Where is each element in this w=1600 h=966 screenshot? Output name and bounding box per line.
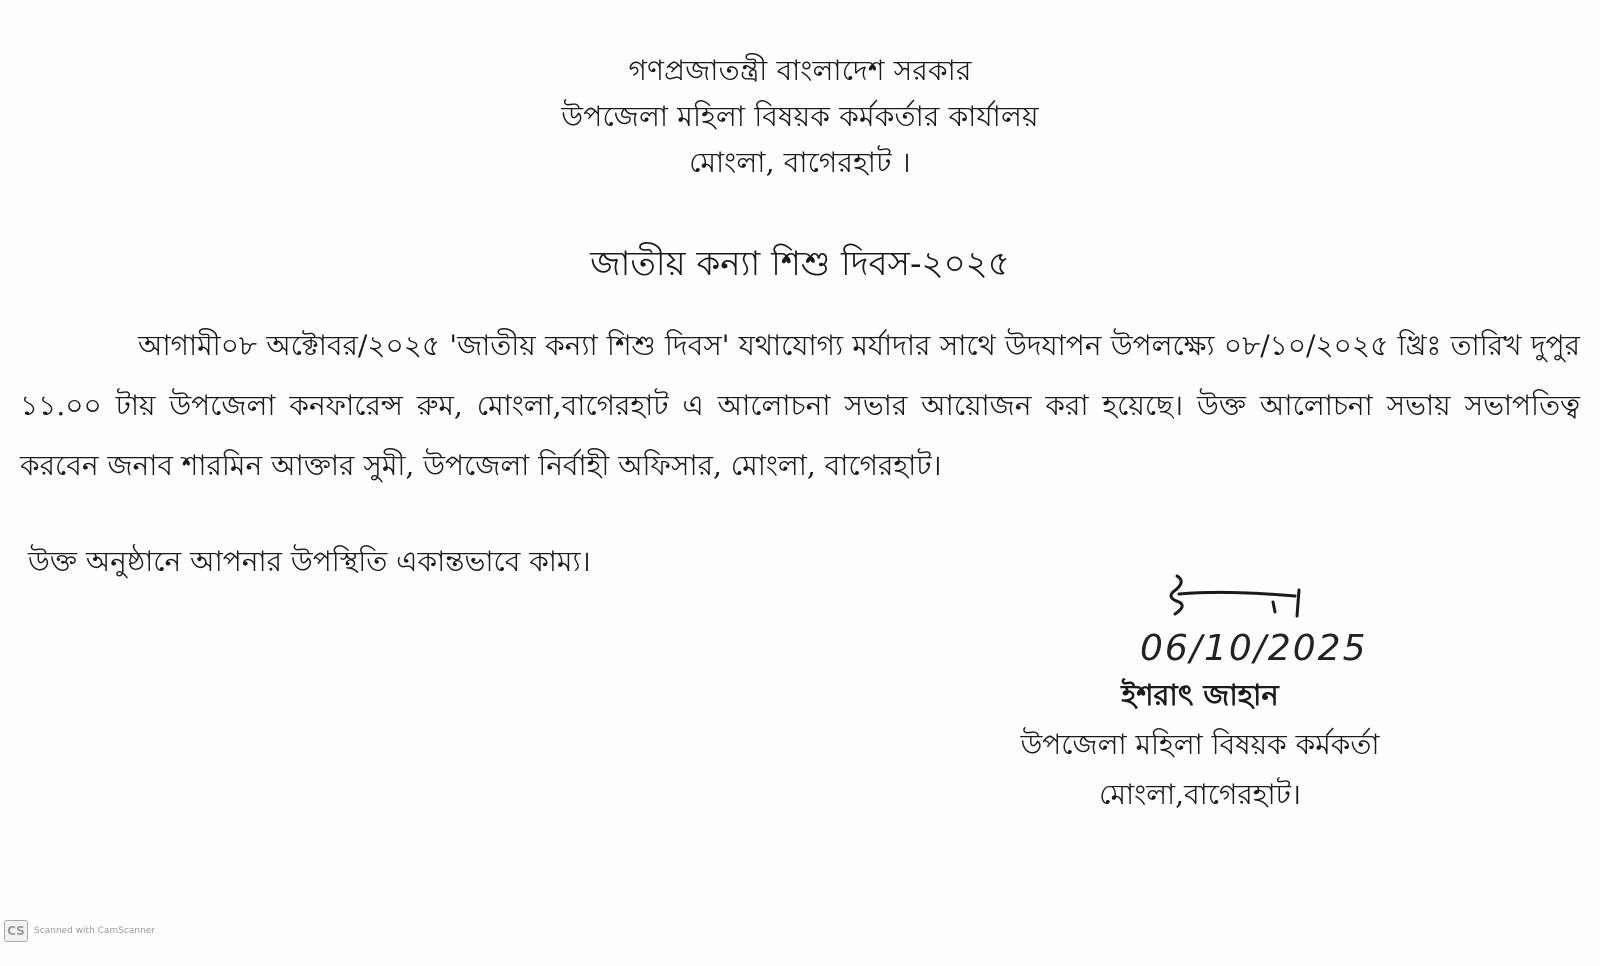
office-name: উপজেলা মহিলা বিষয়ক কর্মকর্তার কার্যালয় (561, 100, 1039, 133)
government-name: গণপ্রজাতন্ত্রী বাংলাদেশ সরকার (628, 54, 972, 87)
closing-line: উক্ত অনুষ্ঠানে আপনার উপস্থিতি একান্তভাবে কাম্য। (28, 545, 591, 578)
office-location: মোংলা, বাগেরহাট । (689, 146, 911, 179)
signer-designation: উপজেলা মহিলা বিষয়ক কর্মকর্তা (1020, 728, 1380, 761)
signer-location: মোংলা,বাগেরহাট। (1099, 778, 1301, 811)
signer-name: ইশরাৎ জাহান (1121, 678, 1279, 712)
scanner-watermark (4, 920, 155, 942)
watermark-text: Scanned with CamScanner (34, 926, 156, 936)
notice-body: আগামী০৮ অক্টোবর/২০২৫ 'জাতীয় কন্যা শিশু দিবস' যথাযোগ্য মর্যাদার সাথে উদযাপন উপলক্ষ্যে ০৮/১০/২০২৫ খ্রিঃ তারিখ দুপুর ১১.০০ টায় উপজেলা কনফারেন্স রুম, মোংলা,বাগেরহাট এ আলোচনা সভার আয়োজন করা হয়েছে। উক্ত আলোচনা সভায় সভাপতিত্ব করবেন জনাব শারমিন আক্তার সুমী, উপজেলা নির্বাহী অফিসার, মোংলা, বাগেরহাট। (20, 329, 1580, 482)
signature-date: 06/10/2025 (1140, 628, 1368, 669)
camscanner-logo: CS (4, 920, 28, 942)
signer-block (960, 670, 1440, 820)
notice-title: জাতীয় কন্যা শিশু দিবস-২০২৫ (590, 244, 1010, 284)
letterhead (0, 48, 1600, 186)
